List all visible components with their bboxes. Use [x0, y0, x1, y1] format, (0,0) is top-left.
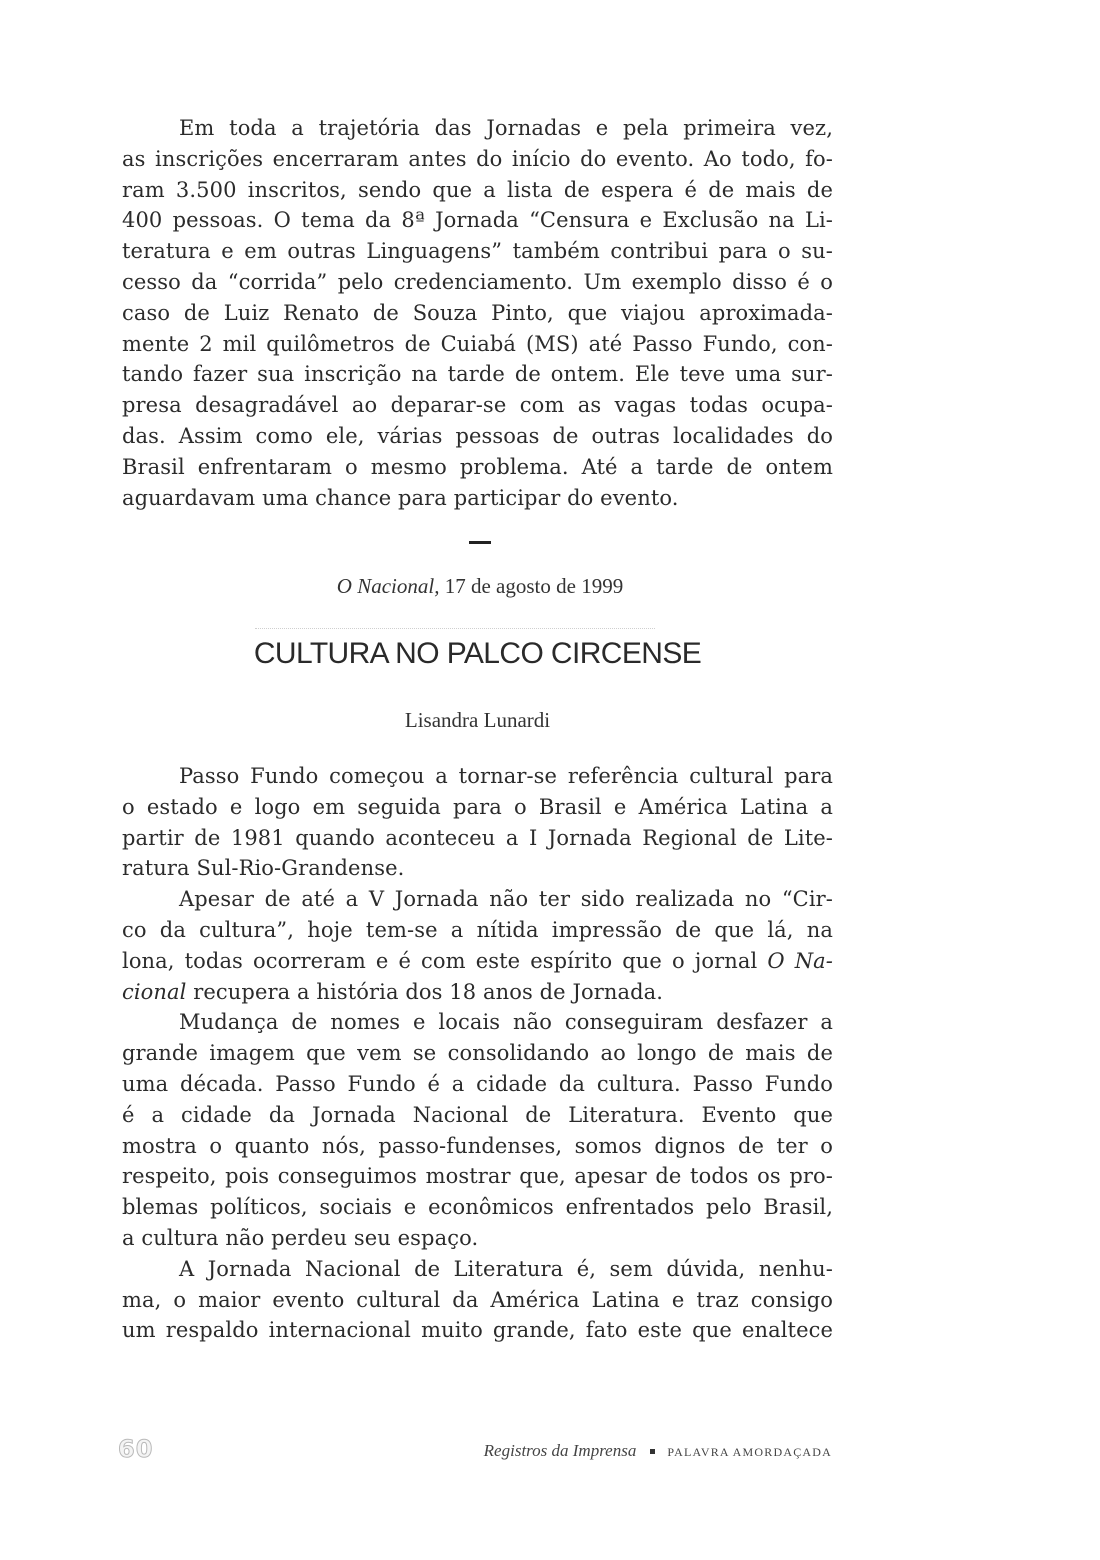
article-body — [122, 761, 833, 1346]
text-line: uma década. Passo Fundo é a cidade da cultura. Passo Fundo — [122, 1071, 833, 1096]
text-line: mente 2 mil quilômetros de Cuiabá (MS) até Passo Fundo, con- — [122, 331, 833, 356]
publication-name: O Nacional, — [336, 574, 440, 598]
page-number: 60 — [118, 1435, 154, 1463]
article-continuation — [122, 113, 833, 513]
text-line: caso de Luiz Renato de Souza Pinto, que viajou aproximada- — [122, 300, 833, 325]
section-separator — [469, 541, 491, 544]
text-line: aguardavam uma chance para participar do evento. — [122, 485, 679, 510]
text-line: presa desagradável ao deparar-se com as vagas todas ocupa- — [122, 393, 833, 418]
text-line: 400 pessoas. O tema da 8ª Jornada “Censura e Exclusão na Li- — [122, 208, 833, 233]
newspaper-name-italic: O Na- — [767, 948, 833, 973]
text-segment: lona, todas ocorreram e é com este espírito que o jornal — [122, 948, 768, 973]
text-line: co da cultura”, hoje tem-se a nítida impressão de que lá, na — [122, 917, 833, 942]
text-line: um respaldo internacional muito grande, fato este que enaltece — [122, 1318, 833, 1343]
text-line: a cultura não perdeu seu espaço. — [122, 1225, 479, 1250]
text-line: Passo Fundo começou a tornar-se referência cultural para — [179, 764, 833, 788]
text-line: ratura Sul-Rio-Grandense. — [122, 856, 405, 881]
article-byline: Lisandra Lunardi — [404, 708, 551, 732]
text-line: das. Assim como ele, várias pessoas de outras localidades do — [122, 423, 833, 448]
text-line: respeito, pois conseguimos mostrar que, apesar de todos os pro- — [122, 1164, 833, 1189]
text-line: grande imagem que vem se consolidando ao longo de mais de — [122, 1041, 833, 1066]
text-line — [122, 977, 833, 1008]
text-line: Mudança de nomes e locais não conseguiram desfazer a — [179, 1010, 833, 1035]
text-line: blemas políticos, sociais e econômicos enfrentados pelo Brasil, — [122, 1195, 833, 1220]
bullet-separator-icon — [650, 1449, 655, 1454]
text-line: Apesar de até a V Jornada não ter sido realizada no “Cir- — [179, 887, 833, 912]
text-line: Em toda a trajetória das Jornadas e pela primeira vez, — [179, 116, 833, 140]
text-segment: recupera a história dos 18 anos de Jornada. — [186, 979, 664, 1004]
text-line: ma, o maior evento cultural da América Latina e traz consigo — [122, 1287, 833, 1312]
publication-date: 17 de agosto de 1999 — [439, 574, 624, 598]
text-line: mostra o quanto nós, passo-fundenses, somos dignos de ter o — [122, 1133, 833, 1158]
faint-divider — [255, 628, 655, 629]
text-line: A Jornada Nacional de Literatura é, sem dúvida, nenhu- — [179, 1256, 833, 1281]
footer-series-title: Registros da Imprensa — [483, 1441, 637, 1460]
text-line: Brasil enfrentaram o mesmo problema. Até a tarde de ontem — [122, 454, 833, 479]
text-line — [122, 946, 833, 977]
source-citation — [0, 574, 960, 599]
running-footer — [484, 1441, 832, 1461]
text-line: o estado e logo em seguida para o Brasil e América Latina a — [122, 794, 833, 819]
text-line: partir de 1981 quando aconteceu a I Jornada Regional de Lite- — [122, 825, 833, 850]
text-line: teratura e em outras Linguagens” também contribui para o su- — [122, 239, 833, 264]
footer-book-title: PALAVRA AMORDAÇADA — [667, 1445, 832, 1459]
text-line: as inscrições encerraram antes do início do evento. Ao todo, fo- — [122, 146, 833, 171]
text-line: cesso da “corrida” pelo credenciamento. Um exemplo disso é o — [122, 269, 833, 294]
article-headline: CULTURA NO PALCO CIRCENSE — [253, 637, 702, 670]
text-line: tando fazer sua inscrição na tarde de ontem. Ele teve uma sur- — [122, 362, 833, 387]
text-line: é a cidade da Jornada Nacional de Literatura. Evento que — [122, 1102, 833, 1127]
newspaper-name-italic: cional — [122, 979, 187, 1004]
text-line: ram 3.500 inscritos, sendo que a lista de espera é de mais de — [122, 177, 833, 202]
